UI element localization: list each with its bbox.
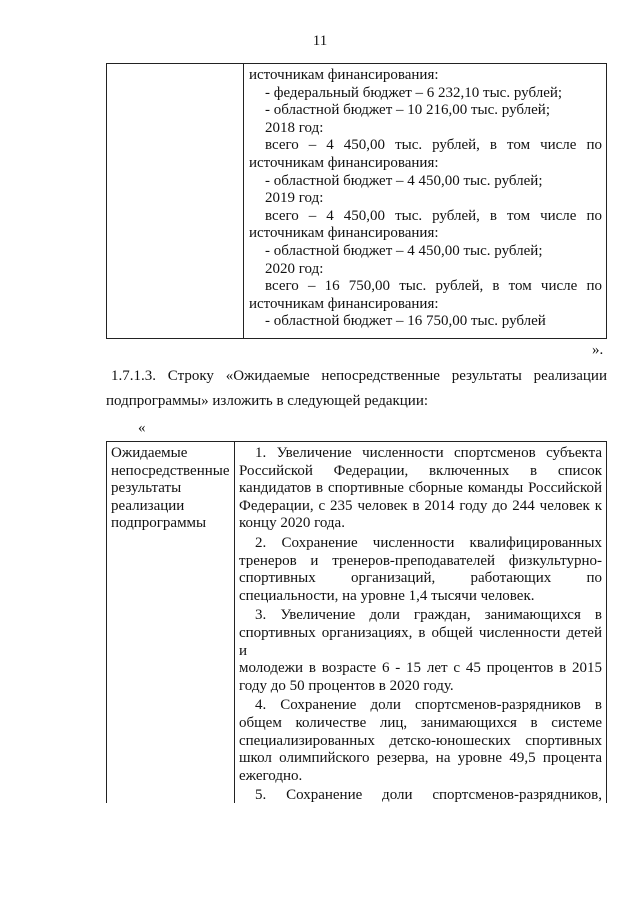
result-item-line: кандидатов в спортивные сборные команды Российской — [239, 480, 602, 497]
amendment-paragraph-line: 1.7.1.3. Строку «Ожидаемые непосредственные результаты реализации — [111, 368, 607, 384]
result-item — [239, 607, 602, 695]
results-table — [106, 441, 607, 803]
financing-line: всего – 16 750,00 тыс. рублей, в том числе по — [265, 278, 602, 295]
results-row-label: Ожидаемые непосредственные результаты реализации подпрограммы — [111, 445, 230, 532]
result-item — [239, 697, 602, 785]
financing-line: - федеральный бюджет – 6 232,10 тыс. рублей; — [265, 84, 563, 101]
financing-line: источникам финансирования: — [249, 67, 439, 83]
amendment-paragraph-line: подпрограммы» изложить в следующей редакции: — [106, 393, 429, 409]
closing-quote: ». — [592, 342, 604, 358]
result-item-line: тренеров и тренеров-преподавателей физкультурно- — [239, 552, 602, 569]
financing-line: всего – 4 450,00 тыс. рублей, в том числе по — [265, 207, 602, 224]
financing-line: всего – 4 450,00 тыс. рублей, в том числе по — [265, 137, 602, 154]
result-item — [239, 445, 602, 533]
page-number: 11 — [312, 33, 328, 49]
financing-line: - областной бюджет – 4 450,00 тыс. рублей; — [265, 172, 543, 189]
financing-line: - областной бюджет – 10 216,00 тыс. рублей; — [265, 102, 550, 119]
result-item-line: Российской Федерации, включенных в список — [239, 462, 602, 479]
result-item-line: специальности, на уровне 1,4 тысячи человек. — [239, 587, 535, 604]
results-cell — [239, 445, 602, 807]
result-item-line: 1. Увеличение численности спортсменов субъекта — [255, 445, 602, 461]
column-divider — [243, 64, 244, 338]
financing-year: 2019 год: — [265, 190, 324, 207]
result-item-line: Федерации, с 235 человек в 2014 году до 244 человек к — [239, 497, 602, 514]
result-item-line: специализированных детско-юношеских спортивных — [239, 732, 602, 749]
result-item-line: школ олимпийского резерва, на уровне 49,5 процента — [239, 750, 602, 767]
result-item-line: 2. Сохранение численности квалифицированных — [255, 534, 602, 551]
result-item-line: спортивных организаций, работающих по — [239, 570, 602, 587]
result-item — [239, 535, 602, 605]
result-item-line: году до 50 процентов в 2020 году. — [239, 677, 454, 694]
financing-cell — [249, 67, 602, 331]
financing-line: источникам финансирования: — [249, 154, 439, 171]
result-item-line: 3. Увеличение доли граждан, занимающихся в — [255, 607, 602, 624]
result-item-line: спортивных организациях, в общей численности детей и — [239, 624, 602, 659]
result-item-line: общем количестве лиц, занимающихся в системе — [239, 714, 602, 731]
financing-line: - областной бюджет – 4 450,00 тыс. рублей; — [265, 242, 543, 259]
result-item-line: молодежи в возрасте 6 - 15 лет с 45 процентов в 2015 — [239, 660, 602, 677]
financing-line: источникам финансирования: — [249, 225, 439, 242]
financing-table-continuation — [106, 63, 607, 339]
financing-year: 2018 год: — [265, 119, 324, 136]
result-item — [239, 787, 602, 805]
result-item-line: 5. Сохранение доли спортсменов-разрядников, — [255, 787, 602, 804]
financing-year: 2020 год: — [265, 260, 324, 277]
result-item-line: 4. Сохранение доли спортсменов-разрядников в — [255, 697, 602, 714]
financing-line: - областной бюджет – 16 750,00 тыс. рублей — [265, 313, 546, 330]
column-divider — [234, 442, 235, 803]
opening-quote: « — [138, 420, 146, 436]
financing-line: источникам финансирования: — [249, 295, 439, 312]
result-item-line: ежегодно. — [239, 767, 303, 784]
result-item-line: концу 2020 года. — [239, 515, 345, 532]
